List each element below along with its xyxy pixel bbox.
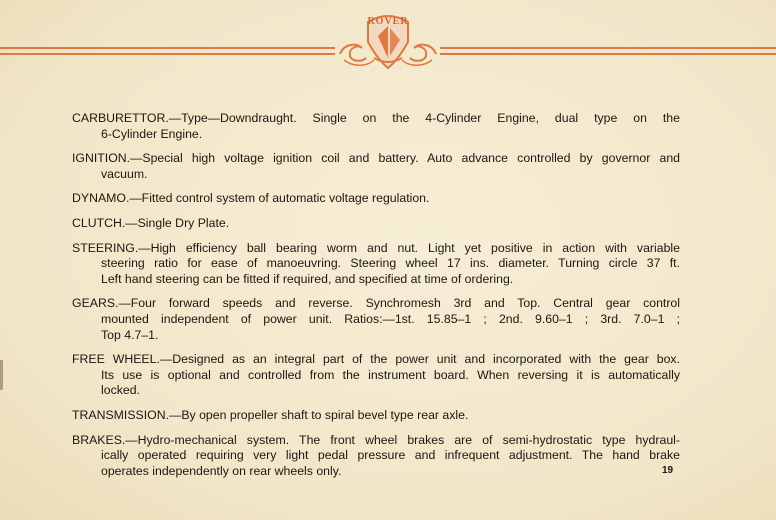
spec-line: 6-Cylinder Engine. [101,126,203,141]
spec-entry [72,191,680,207]
page-number: 19 [662,465,674,476]
header-rule-left-bottom [0,53,335,55]
spec-line: GEARS.—Four forward speeds and reverse. Synchromesh 3rd and Top. Central gear control [72,296,680,311]
binding-mark [0,360,3,390]
spec-entry [72,352,680,399]
rover-logo-icon [334,8,442,78]
spec-line: locked. [101,383,140,398]
spec-line: steering ratio for ease of manoeuvring. Steering wheel 17 ins. diameter. Turning circle 37 ft. [101,256,680,271]
logo-text: ROVER [367,16,409,27]
spec-line: TRANSMISSION.—By open propeller shaft to spiral bevel type rear axle. [72,407,469,422]
spec-line: IGNITION.—Special high voltage ignition coil and battery. Auto advance controlled by governor and [72,151,680,166]
spec-line: CARBURETTOR.—Type—Downdraught. Single on the 4-Cylinder Engine, dual type on the [72,111,680,125]
spec-entry [72,296,680,343]
spec-entry [72,241,680,288]
spec-line: STEERING.—High efficiency ball bearing worm and nut. Light yet positive in action with variable [72,240,680,255]
header-rule-right-bottom [440,53,776,55]
header-rule-right-top [440,47,776,49]
spec-entry [72,216,680,232]
spec-line: CLUTCH.—Single Dry Plate. [72,215,230,230]
header-rule-left-top [0,47,335,49]
spec-line: ically operated requiring very light pedal pressure and infrequent adjustment. The hand brake [101,448,680,463]
spec-entry [72,408,680,424]
spec-list [72,111,680,488]
spec-line: Its use is optional and controlled from the instrument board. When reversing it is automatically [101,367,680,382]
spec-entry [72,433,680,480]
spec-entry [72,111,680,142]
spec-line: FREE WHEEL.—Designed as an integral part of the power unit and incorporated with the gear box. [72,352,680,367]
spec-line: vacuum. [101,166,148,181]
spec-line: operates independently on rear wheels only. [101,463,342,478]
spec-entry [72,151,680,182]
spec-line: Left hand steering can be fitted if required, and specified at time of ordering. [101,271,514,286]
spec-line: DYNAMO.—Fitted control system of automatic voltage regulation. [72,191,430,206]
spec-line: BRAKES.—Hydro-mechanical system. The front wheel brakes are of semi-hydrostatic type hydraul- [72,432,680,447]
spec-line: mounted independent of power unit. Ratios:—1st. 15.85–1 ; 2nd. 9.60–1 ; 3rd. 7.0–1 ; [101,311,680,326]
spec-line: Top 4.7–1. [101,327,159,342]
